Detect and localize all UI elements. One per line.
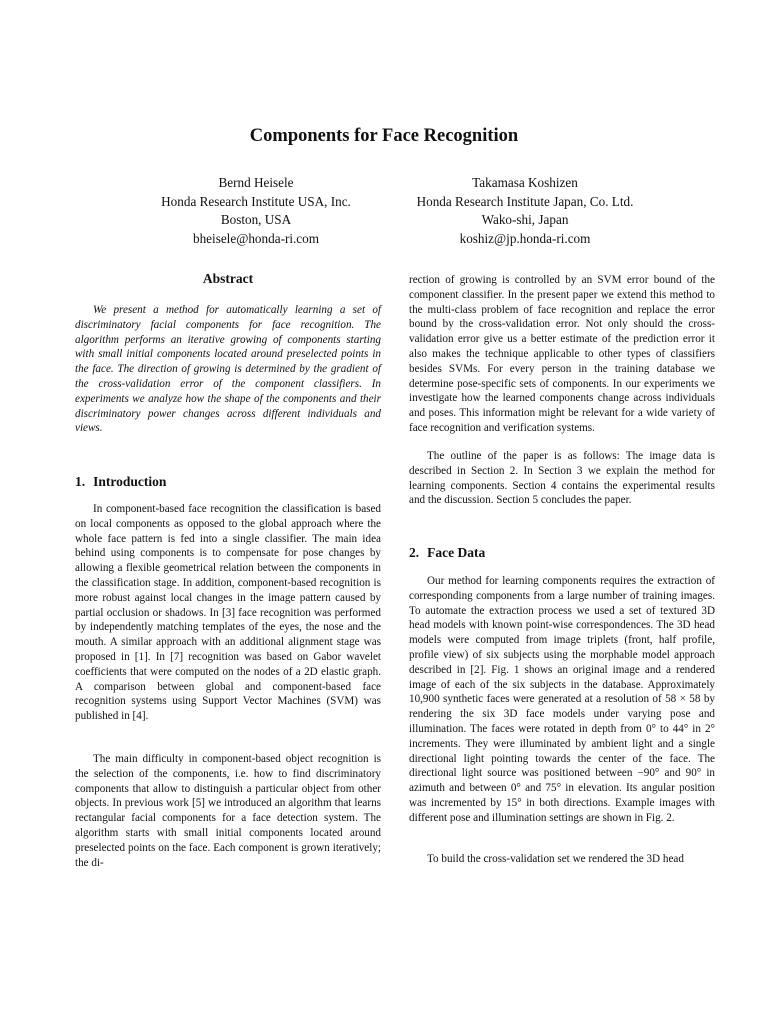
abstract-heading: Abstract [202,271,254,286]
abstract-text: We present a method for automatically learning a set of discriminatory facial components for face recognition. The algorithm performs an iterative growing of components starting with small initial components located around preselected points in the face. The direction of growing is determined by the gradient of the cross-validation error of the component classifiers. In experiments we analyze how the shape of the components and their discriminatory power changes across different individuals and views. [75,304,381,435]
section-heading-introduction [75,473,166,491]
author-name: Takamasa Koshizen [472,175,578,190]
author-location: Wako-shi, Japan [481,212,569,227]
intro-paragraph-4: The outline of the paper is as follows: The image data is described in Section 2. In Section 3 we explain the method for learning components. Section 4 contains the experimental results and the discussion. Section 5 concludes the paper. [409,450,715,507]
face-data-paragraph-2: To build the cross-validation set we rendered the 3D head [427,853,684,865]
section-number: 2. [409,545,420,560]
author-location: Boston, USA [220,212,292,227]
author-block-2 [360,174,690,248]
intro-paragraph-1: In component-based face recognition the classification is based on local components as opposed to the global approach where the whole face pattern is fed into a single classifier. The main idea behind using components is to compensate for pose changes by allowing a flexible geometrical relation between the components in the classification stage. In addition, component-based recognition is more robust against local changes in the image pattern caused by partial occlusion or shadows. In [3] face recognition was performed by independently matching templates of the eyes, the nose and the mouth. A similar approach with an additional alignment stage was proposed in [1]. In [7] recognition was based on Gabor wavelet coefficients that were computed on the nodes of a 2D elastic graph. A comparison between global and component-based face recognition systems using Support Vector Machines (SVM) was published in [4]. [75,503,381,723]
face-data-paragraph-1: Our method for learning components requires the extraction of corresponding components from a large number of training images. To automate the extraction process we used a set of textured 3D head models with known point-wise correspondences. The 3D head models were computed from image triplets (front, half profile, profile view) of six subjects using the morphable model approach described in [2]. Fig. 1 shows an original image and a rendered image of each of the six subjects in the database. Approximately 10,900 synthetic faces were generated at a resolution of 58 × 58 by rendering the six 3D face models under varying pose and illumination. The faces were rotated in depth from 0° to 44° in 2° increments. They were illuminated by ambient light and a single directional light pointing towards the center of the face. The directional light source was positioned between −90° and 90° in azimuth and between 0° and 75° in elevation. Its angular position was incremented by 15° in both directions. Example images with different pose and illumination settings are shown in Fig. 2. [409,575,715,824]
paper-title: Components for Face Recognition [249,126,519,146]
section-number: 1. [75,474,86,489]
author-affiliation: Honda Research Institute USA, Inc. [161,193,351,209]
section-heading-face-data [409,544,485,562]
intro-paragraph-3: rection of growing is controlled by an SVM error bound of the component classifier. In the present paper we extend this method to the multi-class problem of face recognition and replace the error bound by the cross-validation error. Not only should the cross-validation error give us a better estimate of the prediction error it also makes the technique applicable to other types of classifiers besides SVMs. For every person in the training database we determine pose-specific sets of components. In our experiments we investigate how the learned components change across individuals and poses. This information might be relevant for a wide variety of face recognition and verification systems. [409,274,715,434]
author-name: Bernd Heisele [218,175,294,190]
author-affiliation: Honda Research Institute Japan, Co. Ltd. [416,193,634,209]
section-title: Introduction [93,474,167,489]
author-email: koshiz@jp.honda-ri.com [459,230,591,246]
author-email: bheisele@honda-ri.com [192,230,320,246]
intro-paragraph-2: The main difficulty in component-based object recognition is the selection of the components, i.e. how to find discriminatory components that allow to distinguish a particular object from other objects. In previous work [5] we introduced an algorithm that learns rectangular facial components for a face detection system. The algorithm starts with small initial components located around preselected points on the face. Each component is grown iteratively; the di- [75,753,381,869]
section-title: Face Data [427,545,486,560]
